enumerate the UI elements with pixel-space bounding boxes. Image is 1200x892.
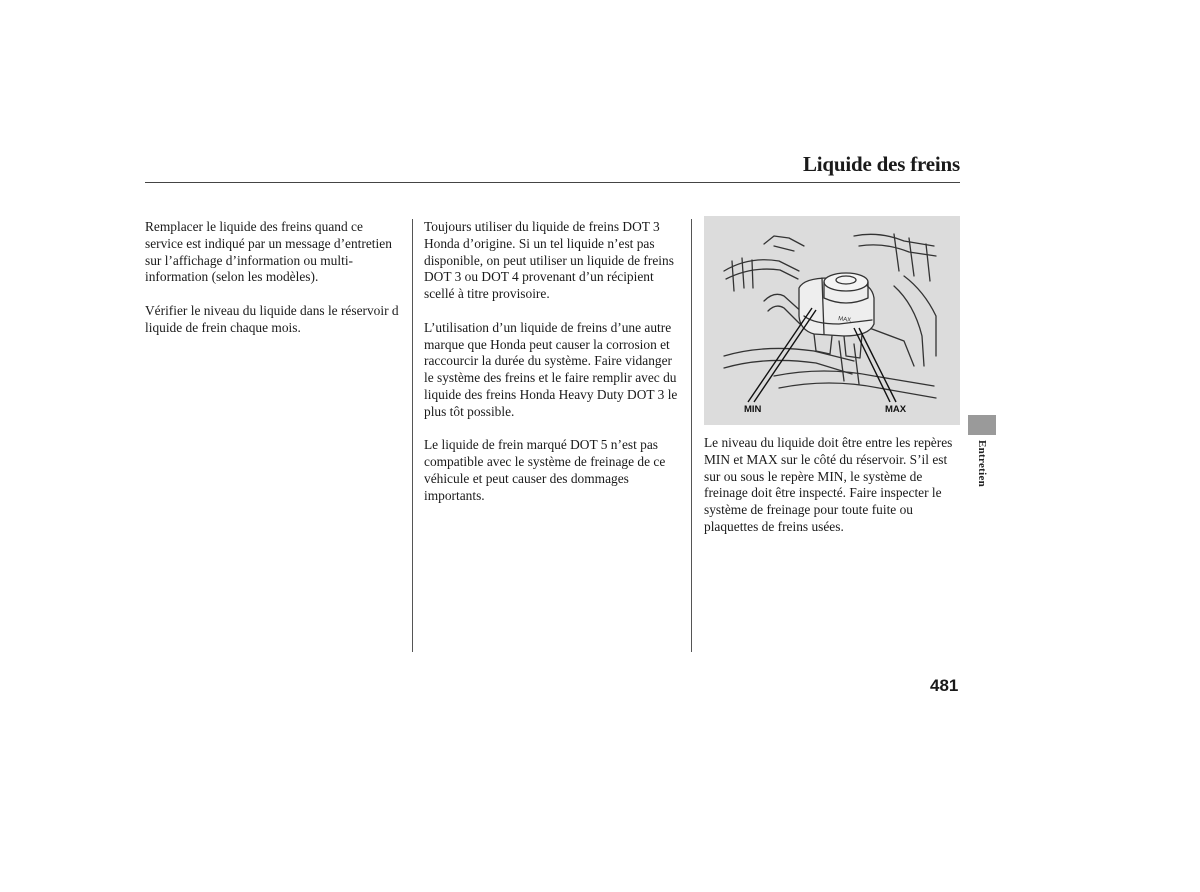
page-number: 481 [930, 676, 959, 695]
min-label: MIN [744, 404, 762, 415]
paragraph: Le niveau du liquide doit être entre les repères MIN et MAX sur le côté du réservoir. S’il est sur ou sous le repère MIN, le système de freinage doit être inspecté. Faire inspecter le système de freinage pour toute fuite ou plaquettes de freins usées. [704, 435, 953, 534]
column-middle [424, 219, 682, 505]
brake-fluid-reservoir-illustration [704, 216, 960, 425]
page-title: Liquide des freins [802, 152, 960, 176]
column-divider [691, 219, 692, 652]
paragraph: Toujours utiliser du liquide de freins DOT 3 Honda d’origine. Si un tel liquide n’est pas disponible, on peut utiliser un liquide de freins DOT 3 ou DOT 4 provenant d’un récipient scellé à titre provisoire. [424, 219, 674, 302]
engine-bay-drawing [704, 216, 960, 425]
section-tab [968, 415, 996, 435]
column-left [145, 219, 403, 337]
column-divider [412, 219, 413, 652]
paragraph: Remplacer le liquide des freins quand ce service est indiqué par un message d’entretien sur l’affichage d’information ou multi-information (selon les modèles). [145, 219, 392, 285]
title-divider [145, 182, 960, 183]
column-right [704, 435, 960, 536]
max-label: MAX [885, 404, 907, 415]
paragraph: Le liquide de frein marqué DOT 5 n’est pas compatible avec le système de freinage de ce véhicule et peut causer des dommages importants. [424, 437, 666, 503]
reservoir-max-mark: MAX [837, 316, 852, 324]
section-tab-label: Entretien [976, 440, 988, 488]
paragraph: L’utilisation d’un liquide de freins d’une autre marque que Honda peut causer la corrosion et raccourcir la durée du système. Faire vidanger le système des freins et le faire remplir avec du liquide des freins Honda Heavy Duty DOT 3 le plus tôt possible. [424, 319, 678, 419]
paragraph: Vérifier le niveau du liquide dans le réservoir d liquide de frein chaque mois. [145, 302, 399, 335]
